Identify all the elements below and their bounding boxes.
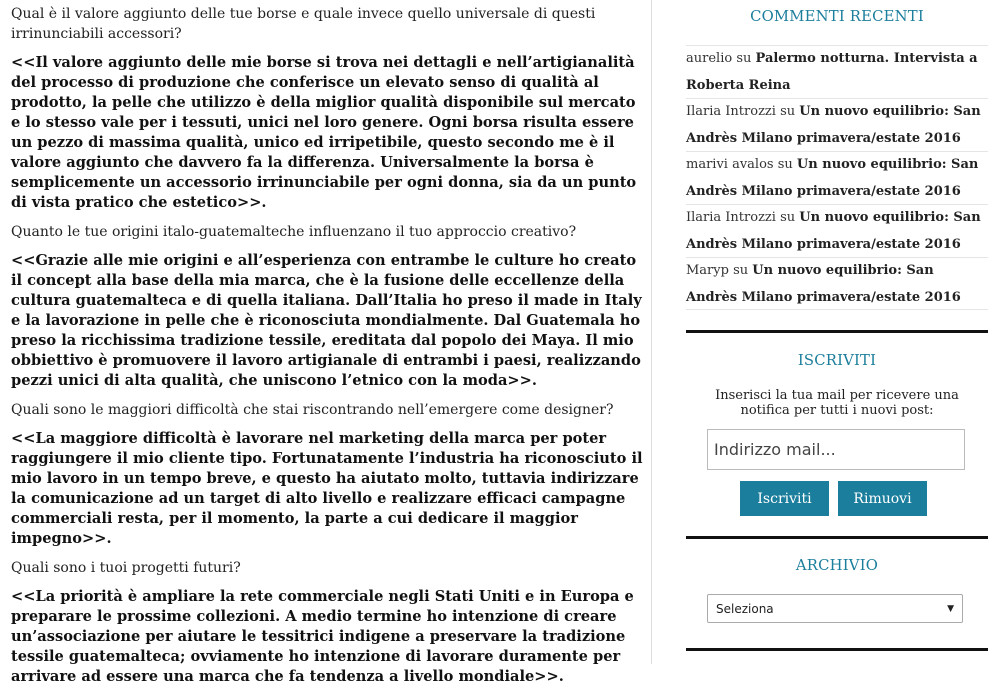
recent-comment-item: [686, 204, 988, 257]
comment-post-link[interactable]: Un nuovo equilibrio: San Andrès Milano primavera/estate 2016: [686, 210, 981, 252]
unsubscribe-button[interactable]: Rimuovi: [838, 481, 927, 516]
interview-question: Quali sono le maggiori difficoltà che stai riscontrando nell’emergere come designer?: [11, 402, 614, 418]
comment-connector: su: [780, 104, 796, 119]
sidebar: [686, 0, 988, 664]
comment-author[interactable]: marivi avalos: [686, 157, 774, 172]
interview-question: Quali sono i tuoi progetti futuri?: [11, 560, 241, 576]
recent-comment-item: [686, 257, 988, 310]
widget-divider: [686, 536, 988, 539]
comment-author[interactable]: Ilaria Introzzi: [686, 210, 776, 225]
comment-connector: su: [733, 263, 749, 278]
recent-comment-item: [686, 45, 988, 98]
recent-comment-item: [686, 151, 988, 204]
comment-post-link[interactable]: Un nuovo equilibrio: San Andrès Milano primavera/estate 2016: [686, 157, 979, 199]
archive-select[interactable]: [707, 594, 963, 623]
comment-post-link[interactable]: Un nuovo equilibrio: San Andrès Milano primavera/estate 2016: [686, 263, 961, 305]
subscribe-description: Inserisci la tua mail per ricevere una notifica per tutti i nuovi post:: [715, 388, 959, 418]
comment-connector: su: [736, 51, 752, 66]
interview-question: Qual è il valore aggiunto delle tue borse e quale invece quello universale di questi irrinunciabili accessori?: [11, 6, 596, 42]
comment-author[interactable]: Ilaria Introzzi: [686, 104, 776, 119]
comment-connector: su: [780, 210, 796, 225]
comment-post-link[interactable]: Un nuovo equilibrio: San Andrès Milano primavera/estate 2016: [686, 104, 981, 146]
widget-divider: [686, 648, 988, 651]
recent-comments-title: COMMENTI RECENTI: [750, 8, 924, 25]
widget-divider: [686, 330, 988, 333]
archive-title: ARCHIVIO: [795, 557, 879, 574]
comment-author[interactable]: aurelio: [686, 51, 733, 66]
subscribe-button[interactable]: Iscriviti: [740, 481, 829, 516]
comment-post-link[interactable]: Palermo notturna. Intervista a Roberta Reina: [686, 51, 978, 93]
recent-comment-item: [686, 98, 988, 151]
comment-connector: su: [777, 157, 793, 172]
interview-answer: <<Il valore aggiunto delle mie borse si trova nei dettagli e nell’artigianalità del processo di produzione che conferisce un elevato senso di qualità al prodotto, la pelle che utilizzo è della miglior qualità disponibile sul mercato e lo stesso vale per i tessuti, unici nel loro genere. Ogni borsa risulta essere un pezzo di massima qualità, unico ed irripetibile, questo secondo me è il valore aggiunto che davvero fa la differenza. Universalmente la borsa è semplicemente un accessorio irrinunciabile per ogni donna, sia da un punto di vista pratico che estetico>>.: [11, 54, 637, 211]
subscribe-title: ISCRIVITI: [797, 352, 877, 369]
email-input[interactable]: [707, 429, 965, 470]
interview-answer: <<La priorità è ampliare la rete commerciale negli Stati Uniti e in Europa e preparare le prossime collezioni. A medio termine ho intenzione di creare un’associazione per aiutare le tessitrici indigene a preservare la tradizione tessile guatemalteca; ovviamente ho intenzione di lavorare duramente per arrivare ad essere una marca che fa tendenza a livello mondiale>>.: [11, 588, 634, 685]
comment-author[interactable]: Maryp: [686, 263, 729, 278]
interview-question: Quanto le tue origini italo-guatemalteche influenzano il tuo approccio creativo?: [11, 224, 577, 240]
interview-answer: <<Grazie alle mie origini e all’esperienza con entrambe le culture ho creato il concept alla base della mia marca, che è la fusione delle eccellenze della cultura guatemalteca e di quella italiana. Dall’Italia ho preso il made in Italy e la lavorazione in pelle che è riconosciuta mondialmente. Dal Guatemala ho preso la ricchissima tradizione tessile, ereditata dal popolo dei Maya. Il mio obbiettivo è promuovere il lavoro artigianale di entrambi i paesi, realizzando pezzi unici di alta qualità, che uniscono l’etnico con la moda>>.: [11, 252, 642, 389]
recent-comments-list: [686, 45, 988, 310]
chevron-down-icon: ▼: [947, 603, 954, 614]
archive-select-value: Seleziona: [716, 601, 774, 616]
interview-answer: <<La maggiore difficoltà è lavorare nel marketing della marca per poter raggiungere il mio cliente tipo. Fortunatamente l’industria ha riconosciuto il mio lavoro in un tempo breve, e questo ha aiutato molto, tuttavia indirizzare la comunicazione ad un target di alto livello e realizzare efficaci campagne commerciali resta, per il momento, la parte a cui dedicare il maggior impegno>>.: [11, 430, 643, 547]
